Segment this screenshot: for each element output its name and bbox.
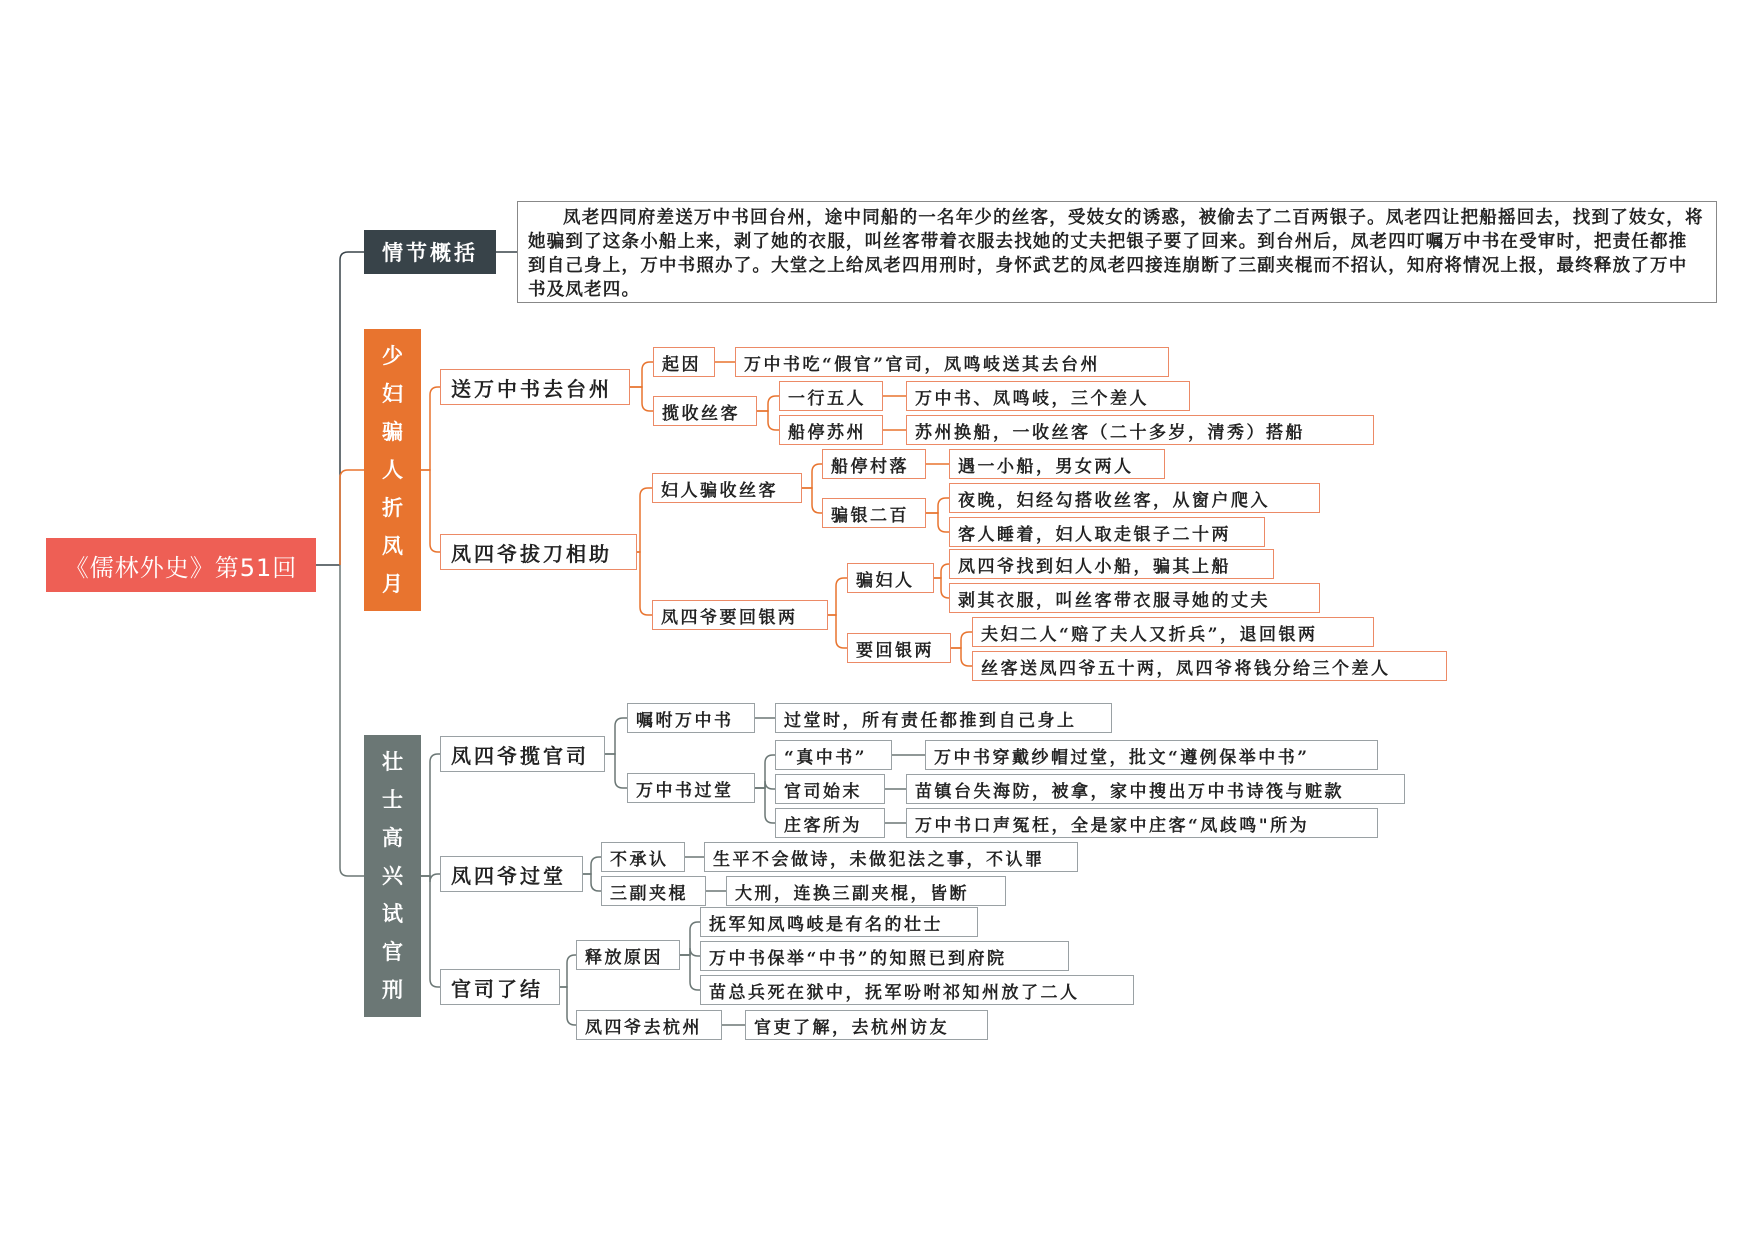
connector: [421, 754, 440, 876]
node-cause-detail: 万中书吃“假官”官司，凤鸣岐送其去台州: [735, 347, 1169, 377]
part2-title-char: 高: [382, 825, 403, 850]
connector: [421, 470, 440, 552]
summary-text: 凤老四同府差送万中书回台州，途中同船的一名年少的丝客，受妓女的诱惑，被偷去了二百两银子。凤老四让把船摇回去，找到了妓女，将她骗到了这条小船上来，剥了她的衣服，叫丝客带着衣服去找她的丈夫把银子要了回来。到台州后，凤老四叮嘱万中书在受审时，把责任都推到自己身上，万中书照办了。大堂之上给凤老四用刑时，身怀武艺的凤老四接连崩断了三副夹棍而不招认，知府将情况上报，最终释放了万中书及凤老四。: [517, 201, 1717, 303]
connector: [934, 564, 949, 578]
node-party-detail: 万中书、凤鸣岐，三个差人: [906, 381, 1190, 411]
connector: [340, 470, 364, 565]
node-pianyin[interactable]: 骗银二百: [822, 498, 926, 528]
connector: [757, 396, 779, 411]
part2-title-char: 试: [382, 901, 403, 926]
connector: [951, 632, 972, 648]
node-zhufu[interactable]: 嘱咐万中书: [627, 703, 755, 733]
node-reason-detail: 抚军知凤鸣岐是有名的壮士: [700, 907, 978, 937]
connector: [421, 387, 440, 470]
node-hangzhou-detail: 官吏了解，去杭州访友: [745, 1010, 988, 1040]
connector: [828, 615, 847, 648]
node-chuanting[interactable]: 船停村落: [822, 449, 926, 479]
connector: [421, 876, 440, 987]
node-jiagun[interactable]: 三副夹棍: [601, 876, 706, 906]
part2-title-char: 士: [382, 787, 403, 812]
node-cause[interactable]: 起因: [653, 347, 715, 377]
connector: [802, 464, 822, 488]
branch-lawsuit-end[interactable]: 官司了结: [440, 969, 560, 1005]
node-pianyin-detail: 夜晚，妇经勾搭收丝客，从窗户爬入: [949, 483, 1320, 513]
connector: [560, 955, 576, 987]
connector: [934, 578, 949, 598]
connector: [340, 252, 364, 565]
node-chuanting-detail: 遇一小船，男女两人: [949, 449, 1165, 479]
connector: [926, 498, 949, 513]
part1-title-char: 骗: [382, 419, 403, 444]
summary-title[interactable]: 情节概括: [364, 230, 496, 274]
connector: [951, 648, 972, 666]
node-yaohui[interactable]: 凤四爷要回银两: [652, 600, 828, 630]
connector: [583, 874, 601, 891]
node-hangzhou[interactable]: 凤四爷去杭州: [576, 1010, 722, 1040]
connector: [802, 488, 822, 513]
part1-title-char: 少: [382, 343, 403, 368]
node-yaoyin-detail: 夫妇二人“赔了夫人又折兵”，退回银两: [972, 617, 1374, 647]
node-suzhou[interactable]: 船停苏州: [779, 415, 883, 445]
part2-title-char: 壮: [382, 749, 403, 774]
part1-title-char: 妇: [382, 381, 403, 406]
node-guotang[interactable]: 万中书过堂: [627, 773, 755, 803]
connector: [630, 362, 653, 387]
node-pianfu[interactable]: 骗妇人: [847, 563, 934, 593]
node-shimo[interactable]: 官司始末: [775, 774, 885, 804]
node-buchengren[interactable]: 不承认: [601, 842, 685, 872]
branch-send-wan[interactable]: 送万中书去台州: [440, 369, 630, 405]
branch-feng-lawsuit[interactable]: 凤四爷揽官司: [440, 736, 605, 772]
node-zhen[interactable]: “真中书”: [775, 740, 892, 770]
connector: [630, 387, 653, 411]
branch-feng-help[interactable]: 凤四爷拔刀相助: [440, 534, 637, 570]
node-zhuangke[interactable]: 庄客所为: [775, 808, 885, 838]
connector: [680, 955, 700, 990]
node-yaoyin[interactable]: 要回银两: [847, 633, 951, 663]
part1-title[interactable]: [364, 329, 421, 611]
part1-title-char: 凤: [382, 533, 403, 558]
part1-title-char: 人: [382, 457, 403, 482]
connector: [605, 718, 627, 754]
node-party[interactable]: 一行五人: [779, 381, 883, 411]
part2-title-char: 兴: [382, 863, 403, 888]
connector: [605, 754, 627, 788]
node-suzhou-detail: 苏州换船，一收丝客（二十多岁，清秀）搭船: [906, 415, 1374, 445]
connector: [926, 513, 949, 532]
connector: [637, 552, 652, 615]
node-pianfu-detail: 凤四爷找到妇人小船，骗其上船: [949, 549, 1274, 579]
part1-title-char: 折: [382, 495, 403, 520]
node-zhen-detail: 万中书穿戴纱帽过堂，批文“遵例保举中书”: [925, 740, 1378, 770]
part2-title-char: 官: [382, 939, 403, 964]
connector: [583, 857, 601, 874]
connector: [340, 565, 364, 876]
node-pianshou[interactable]: 妇人骗收丝客: [652, 473, 802, 503]
node-shimo-detail: 苗镇台失海防，被拿，家中搜出万中书诗筏与赃款: [906, 774, 1405, 804]
root-node[interactable]: 《儒林外史》第51回: [46, 538, 316, 592]
connector: [828, 578, 847, 615]
node-yaoyin-detail: 丝客送凤四爷五十两，凤四爷将钱分给三个差人: [972, 651, 1447, 681]
connector: [560, 987, 576, 1025]
node-reason[interactable]: 释放原因: [576, 940, 680, 970]
node-lanshou[interactable]: 揽收丝客: [653, 396, 757, 426]
node-pianyin-detail: 客人睡着，妇人取走银子二十两: [949, 517, 1265, 547]
node-reason-detail: 苗总兵死在狱中，抚军吩咐祁知州放了二人: [700, 975, 1134, 1005]
node-reason-detail: 万中书保举“中书”的知照已到府院: [700, 941, 1069, 971]
part1-title-char: 月: [382, 571, 403, 596]
branch-feng-trial[interactable]: 凤四爷过堂: [440, 856, 583, 892]
part2-title-char: 刑: [382, 977, 403, 1002]
node-buchengren-detail: 生平不会做诗，未做犯法之事，不认罪: [704, 842, 1078, 872]
node-jiagun-detail: 大刑，连换三副夹棍，皆断: [726, 876, 1006, 906]
connector: [637, 488, 652, 552]
node-zhufu-detail: 过堂时，所有责任都推到自己身上: [775, 703, 1112, 733]
part2-title[interactable]: [364, 735, 421, 1017]
node-pianfu-detail: 剥其衣服，叫丝客带衣服寻她的丈夫: [949, 583, 1320, 613]
node-zhuangke-detail: 万中书口声冤枉，全是家中庄客“凤歧鸣"所为: [906, 808, 1378, 838]
connector: [755, 788, 775, 823]
connector: [757, 411, 779, 430]
